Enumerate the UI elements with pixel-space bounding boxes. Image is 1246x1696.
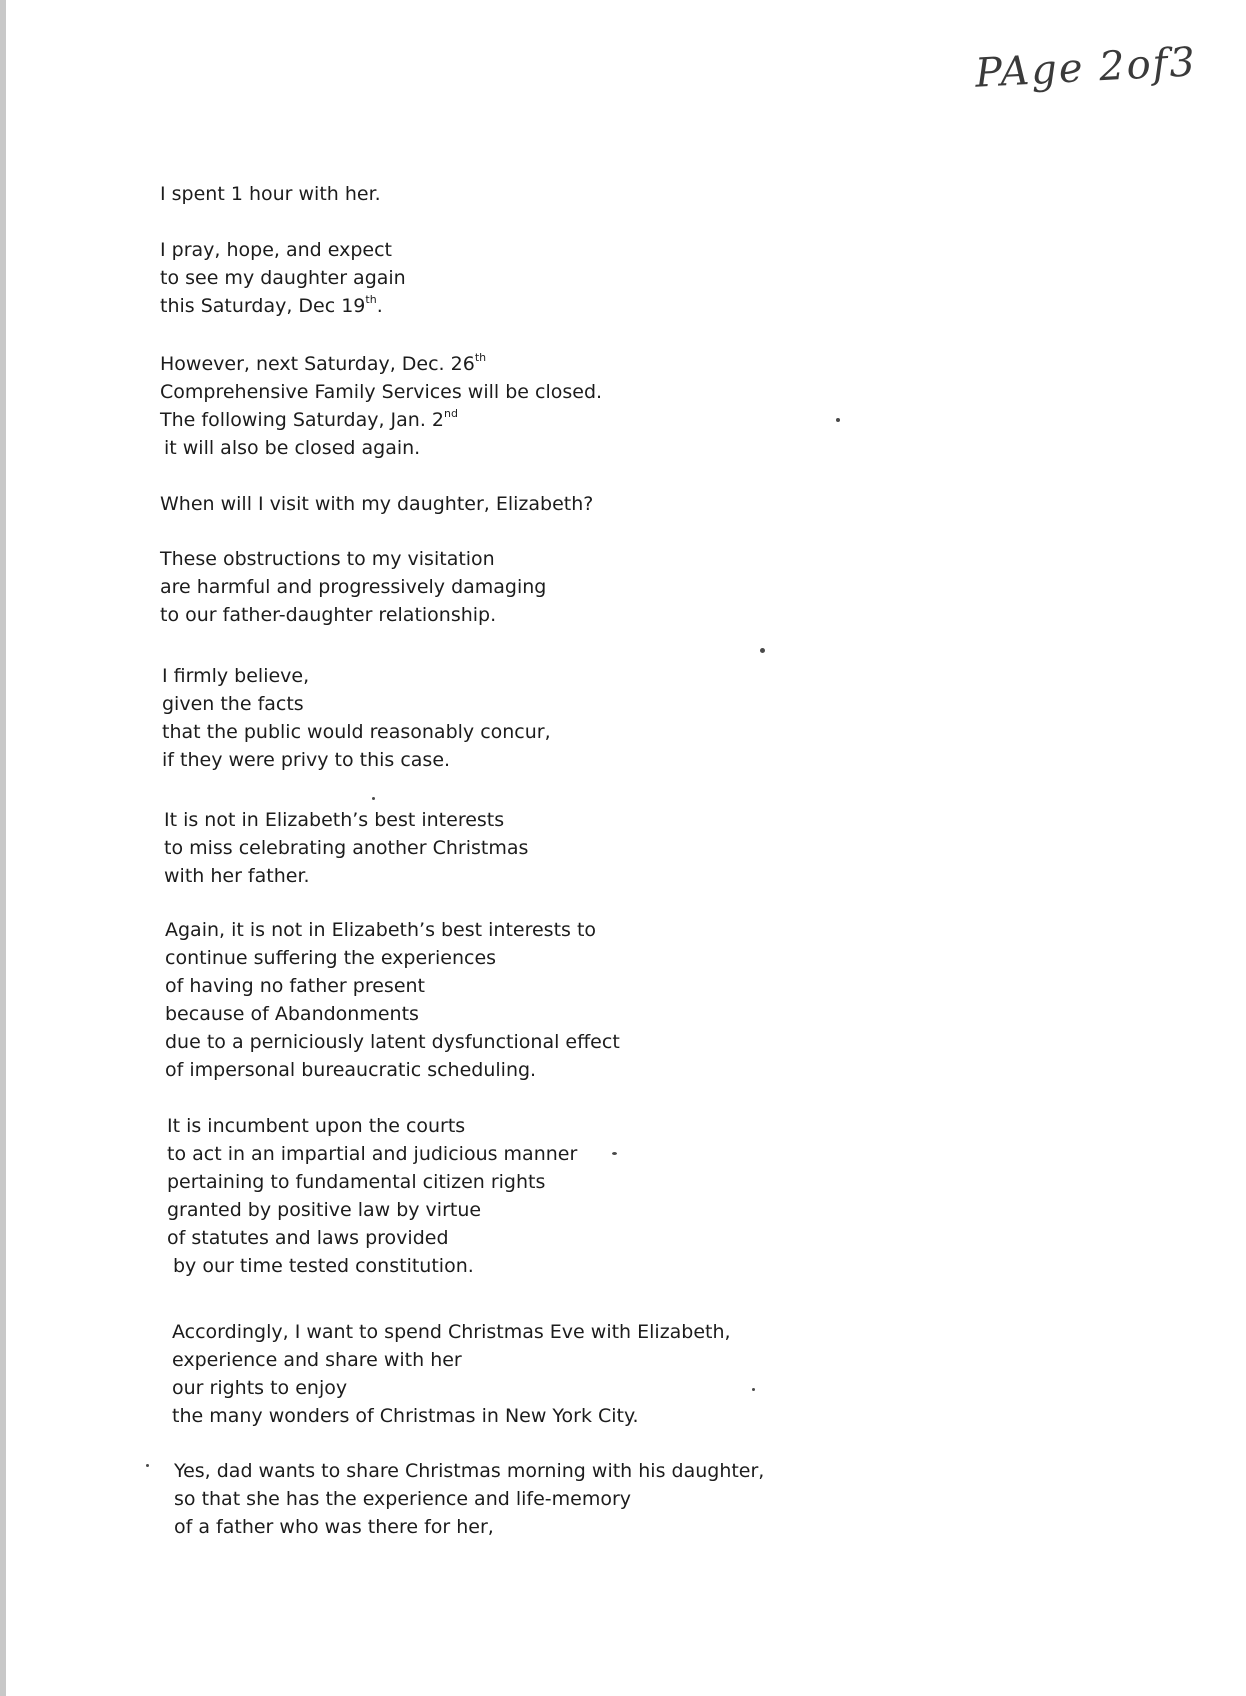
paragraph-8 [165,916,620,1084]
text-line: this Saturday, Dec 19th. [160,292,383,317]
text-line: Yes, dad wants to share Christmas morning with his daughter, [174,1460,765,1482]
text-line: Comprehensive Family Services will be closed. [160,381,603,403]
text-line: because of Abandonments [165,1003,419,1025]
text-line: These obstructions to my visitation [160,548,495,570]
text-line: I firmly believe, [162,665,310,687]
paragraph-5 [160,545,546,629]
paragraph-2 [160,236,406,320]
paragraph-3 [160,350,602,462]
text-line: of impersonal bureaucratic scheduling. [165,1059,537,1081]
text-line: to act in an impartial and judicious manner [167,1143,578,1165]
text-line: It is incumbent upon the courts [167,1115,466,1137]
text-line: experience and share with her [172,1349,462,1371]
text-line: given the facts [162,693,304,715]
text-line: that the public would reasonably concur, [162,721,551,743]
text-line: However, next Saturday, Dec. 26th [160,350,487,375]
paragraph-11 [174,1457,764,1541]
text-line: of having no father present [165,975,425,997]
scan-speck [612,1152,617,1155]
text-line: are harmful and progressively damaging [160,576,547,598]
paragraph-7 [164,806,528,890]
scan-speck [372,797,375,800]
paragraph-4 [160,490,593,518]
scan-speck [760,648,765,653]
text-line: it will also be closed again. [164,437,421,459]
text-line: so that she has the experience and life-memory [174,1488,632,1510]
text-line: The following Saturday, Jan. 2nd [160,406,458,431]
text-line: to miss celebrating another Christmas [164,837,529,859]
text-line: to our father-daughter relationship. [160,604,497,626]
text-line: Again, it is not in Elizabeth’s best interests to [165,919,597,941]
text-line: to see my daughter again [160,267,406,289]
text-line: It is not in Elizabeth’s best interests [164,809,505,831]
text-line: Accordingly, I want to spend Christmas Eve with Elizabeth, [172,1321,731,1343]
paragraph-9 [167,1112,577,1280]
paragraph-6 [162,662,551,774]
text-line: continue suffering the experiences [165,947,497,969]
text-line: of a father who was there for her, [174,1516,494,1538]
handwritten-page-number: PAge 2of3 [973,39,1198,97]
text-line: I spent 1 hour with her. [160,183,381,205]
text-line: if they were privy to this case. [162,749,451,771]
text-line: When will I visit with my daughter, Elizabeth? [160,493,594,515]
text-line: by our time tested constitution. [173,1255,474,1277]
paragraph-1 [160,180,381,208]
text-line: granted by positive law by virtue [167,1199,482,1221]
text-line: due to a perniciously latent dysfunctional effect [165,1031,620,1053]
text-line: with her father. [164,865,310,887]
text-line: I pray, hope, and expect [160,239,393,261]
text-line: our rights to enjoy [172,1377,348,1399]
scan-speck [752,1388,755,1391]
scan-speck [836,418,840,422]
text-line: the many wonders of Christmas in New York City. [172,1405,639,1427]
text-line: pertaining to fundamental citizen rights [167,1171,546,1193]
scan-edge-shadow [0,0,6,1696]
text-line: of statutes and laws provided [167,1227,449,1249]
paragraph-10 [172,1318,731,1430]
scan-speck [146,1464,149,1467]
